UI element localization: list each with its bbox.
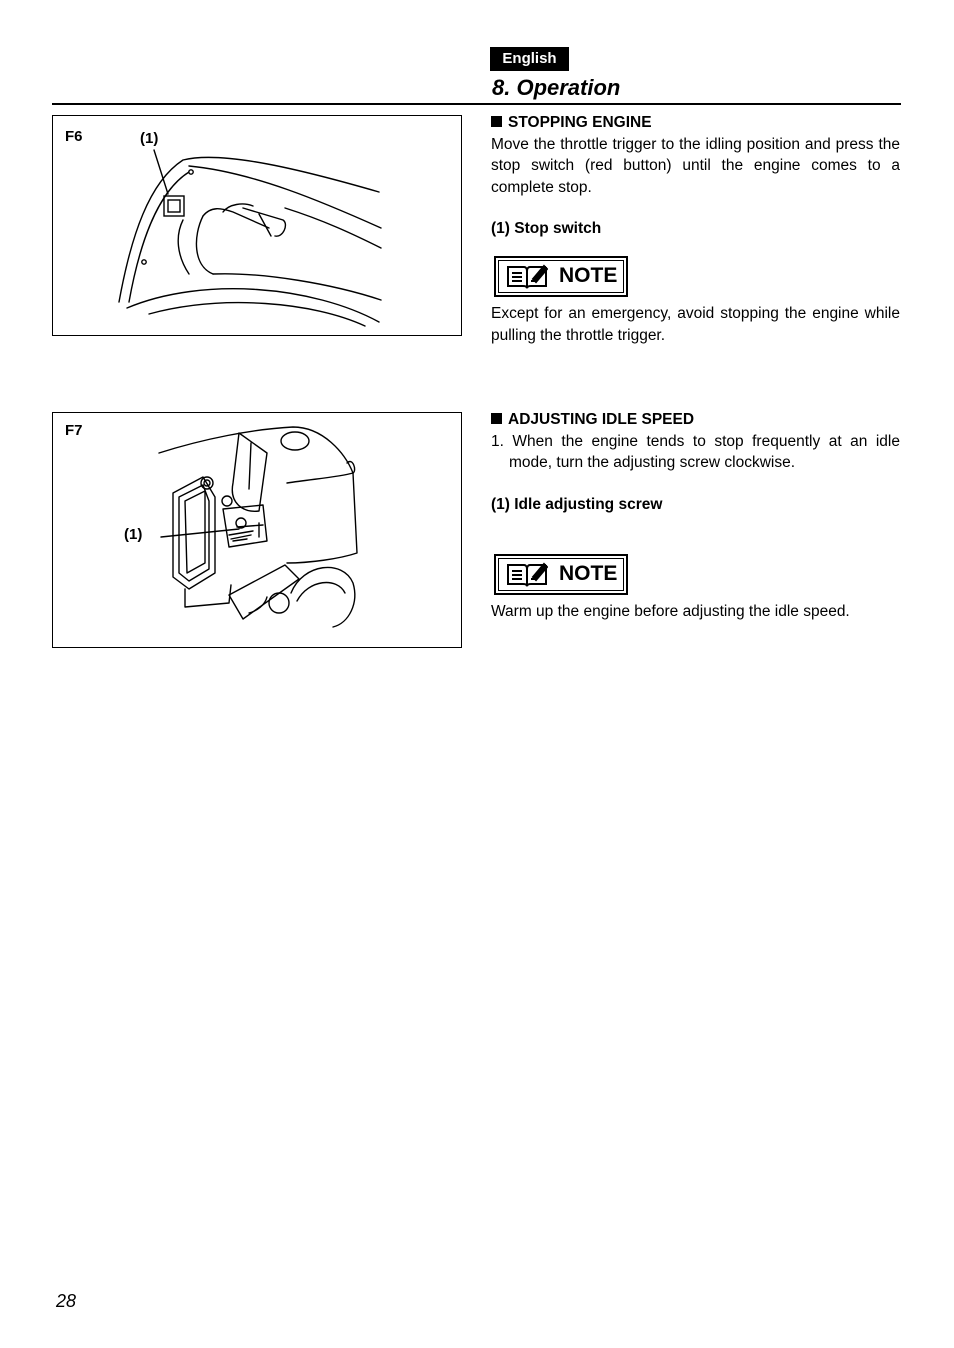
open-book-pencil-icon xyxy=(506,264,548,290)
idle-speed-note xyxy=(491,601,900,623)
note-label: NOTE xyxy=(559,264,618,287)
stop-switch-illustration xyxy=(53,116,463,337)
figure-f6 xyxy=(52,115,462,336)
stopping-engine-heading-text: STOPPING ENGINE xyxy=(508,114,652,131)
figure-id-f7: F7 xyxy=(65,422,83,439)
note-label: NOTE xyxy=(559,562,618,585)
figure-callout-idle-screw: (1) xyxy=(124,526,143,543)
idle-speed-heading xyxy=(491,409,900,431)
stop-switch-caption: (1) Stop switch xyxy=(491,220,602,237)
idle-speed-heading-text: ADJUSTING IDLE SPEED xyxy=(508,411,695,428)
language-tab: English xyxy=(490,47,569,71)
idle-adjusting-screw-illustration xyxy=(53,413,463,649)
open-book-pencil-icon xyxy=(506,562,548,588)
stopping-engine-heading xyxy=(491,112,900,134)
header-rule xyxy=(52,103,901,105)
black-square-icon xyxy=(491,116,502,127)
stopping-engine-note-text: Except for an emergency, avoid stopping the engine while pulling the throttle trigger. xyxy=(491,305,900,344)
section-title: 8. Operation xyxy=(492,75,621,100)
idle-speed-note-text: Warm up the engine before adjusting the idle speed. xyxy=(491,603,850,620)
note-box-stopping-engine xyxy=(494,256,628,297)
idle-speed-step-1: 1. When the engine tends to stop frequently at an idle mode, turn the adjusting screw clockwise. xyxy=(491,432,900,471)
idle-screw-caption: (1) Idle adjusting screw xyxy=(491,495,663,513)
stopping-engine-note xyxy=(491,303,900,346)
figure-callout-stop-switch: (1) xyxy=(140,130,159,147)
page-number: 28 xyxy=(56,1291,77,1311)
note-box-idle-speed xyxy=(494,554,628,595)
idle-speed-section xyxy=(491,409,900,515)
stopping-engine-section xyxy=(491,112,900,240)
black-square-icon xyxy=(491,413,502,424)
stopping-engine-body: Move the throttle trigger to the idling position and press the stop switch (red button) until the engine comes to a complete stop. xyxy=(491,135,900,196)
figure-f7 xyxy=(52,412,462,648)
figure-id-f6: F6 xyxy=(65,128,83,145)
